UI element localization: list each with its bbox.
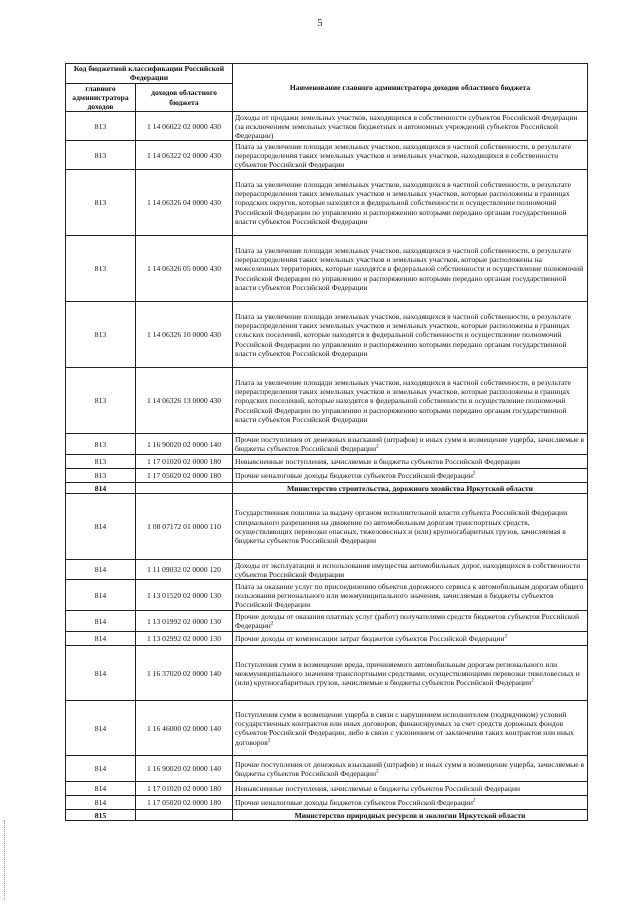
income-name-text: Доходы от продажи земельных участков, находящихся в собственности субъектов Российской Федерации (за исключением земельных участков бюджетных и автономных учреждений субъектов Российской Федерации) (235, 112, 578, 141)
table-row (66, 782, 588, 796)
admin-code-cell: 813 (66, 469, 136, 483)
table-row (66, 434, 588, 455)
header-admin-column: главного администратора доходов (66, 83, 136, 112)
income-name-cell (233, 580, 588, 611)
table-row (66, 302, 588, 368)
table-row (66, 170, 588, 236)
section-row (66, 483, 588, 494)
table-row (66, 796, 588, 810)
footnote-marker: 2 (531, 678, 534, 684)
income-code-cell: 1 14 06326 10 0000 430 (136, 302, 233, 368)
admin-code-cell: 814 (66, 494, 136, 560)
income-name-cell (233, 455, 588, 469)
income-code-cell: 1 17 01020 02 0000 180 (136, 782, 233, 796)
income-name-text: Плата за увеличение площади земельных участков, находящихся в частной собственности, в результате перераспределения таких земельных участков и земельных участков, которые расположены в границах городских округов, которые находятся в федеральной собственности и осуществление полномочий Российской Федерации по управлению и распоряжению которыми передано органам государственной власти субъектов Российской Федерации (235, 179, 571, 226)
header-name-column: Наименование главного администратора доходов областного бюджета (233, 64, 588, 112)
admin-code-cell: 814 (66, 560, 136, 580)
table-header (66, 64, 588, 112)
income-code-cell: 1 17 01020 02 0000 180 (136, 455, 233, 469)
table-row (66, 560, 588, 580)
admin-code-cell: 814 (66, 701, 136, 756)
income-name-text: Поступления сумм в возмещение вреда, причиняемого автомобильным дорогам регионального или межмуниципального значения транспортными средствами, осуществляющими перевозки тяжеловесных и (или) крупногабаритных грузов, зачисляемые в бюджеты субъектов Российской Федерации (235, 659, 580, 688)
income-name-cell (233, 434, 588, 455)
admin-code-cell: 813 (66, 170, 136, 236)
admin-code-cell: 814 (66, 632, 136, 646)
admin-code-cell: 815 (66, 810, 136, 821)
admin-code-cell: 813 (66, 368, 136, 434)
income-code-cell: 1 16 90020 02 0000 140 (136, 756, 233, 782)
admin-code-cell: 813 (66, 302, 136, 368)
admin-code-cell: 814 (66, 782, 136, 796)
income-code-cell: 1 17 05020 02 0000 180 (136, 469, 233, 483)
income-name-text: Министерство строительства, дорожного хозяйства Иркутской области (286, 483, 534, 493)
footnote-marker: 2 (472, 798, 476, 804)
section-row (66, 810, 588, 821)
table-row (66, 141, 588, 170)
income-name-text: Плата за оказание услуг по присоединению объектов дорожного сервиса к автомобильным дорогам общего пользования регионального или межмуниципального значения, зачисляемая в бюджеты субъектов Российской Федерации (235, 581, 584, 610)
table-row (66, 632, 588, 646)
income-name-cell (233, 368, 588, 434)
admin-code-cell: 813 (66, 455, 136, 469)
admin-code-cell: 814 (66, 580, 136, 611)
income-code-cell: 1 13 01520 02 0000 130 (136, 580, 233, 611)
income-name-cell (233, 701, 588, 756)
admin-code-cell: 814 (66, 646, 136, 701)
admin-code-cell: 814 (66, 756, 136, 782)
income-name-cell (233, 170, 588, 236)
income-code-cell: 1 16 90020 02 0000 140 (136, 434, 233, 455)
header-group-title: Код бюджетной классификации Российской Федерации (66, 64, 233, 84)
footnote-marker: 2 (504, 634, 508, 640)
income-name-text: Государственная пошлина за выдачу органом исполнительной власти субъекта Российской Федерации специального разрешения на движение по автомобильным дорогам транспортных средств, осуществляющих перевозки опасных, тяжеловесных и (или) крупногабаритных грузов, зачисляемая в бюджеты субъектов Российской Федерации (235, 508, 568, 546)
income-name-cell (233, 141, 588, 170)
income-code-cell: 1 11 09032 02 0000 120 (136, 560, 233, 580)
footnote-marker: 2 (472, 471, 476, 477)
income-name-text: Плата за увеличение площади земельных участков, находящихся в частной собственности, в результате перераспределения таких земельных участков и земельных участков, которые расположены в границах городских поселений, которые находятся в федеральной собственности и осуществление полномочий Российской Федерации по управлению и распоряжению которыми передано органам государственной власти субъектов Российской Федерации (235, 377, 571, 424)
income-name-text: Прочие неналоговые доходы бюджетов субъектов Российской Федерации (235, 471, 473, 481)
header-income-column: доходов областного бюджета (136, 83, 233, 112)
income-name-text: Плата за увеличение площади земельных участков, находящихся в частной собственности, в результате перераспределения таких земельных участков и земельных участков, которые расположены в границах сельских поселений, которые находятся в федеральной собственности и осуществление полномочий Российской Федерации по управлению и распоряжению которыми передано органам государственной власти субъектов Российской Федерации (235, 311, 571, 358)
income-name-text: Министерство природных ресурсов и экологии Иркутской области (294, 810, 526, 820)
income-name-text: Поступления сумм в возмещение ущерба в связи с нарушением исполнителем (подрядчиком) условий государственных контрактов или иных договоров, финансируемых за счет средств дорожных фондов субъектов Российской Федерации, либо в связи с уклонением от заключения таких контрактов или иных договоров (235, 709, 574, 747)
table-row (66, 611, 588, 632)
footnote-marker: 2 (376, 444, 379, 450)
income-name-cell (233, 236, 588, 302)
income-code-cell: 1 13 01992 02 0000 130 (136, 611, 233, 632)
income-name-text: Плата за увеличение площади земельных участков, находящихся в частной собственности, в результате перераспределения таких земельных участков и земельных участков, которые расположены на межселенных территориях, которые находятся в федеральной собственности и осуществление полномочий Российской Федерации по управлению и распоряжению которыми передано органам государственной власти субъектов Российской Федерации (235, 245, 584, 292)
scan-margin-marks (4, 820, 7, 900)
income-name-text: Прочие поступления от денежных взысканий (штрафов) и иных сумм в возмещение ущерба, зачисляемые в бюджеты субъектов Российской Федерации (235, 759, 585, 778)
income-name-cell (233, 756, 588, 782)
budget-classification-table (65, 63, 588, 821)
income-code-cell: 1 08 07172 01 0000 110 (136, 494, 233, 560)
table-row (66, 646, 588, 701)
income-code-cell: 1 14 06322 02 0000 430 (136, 141, 233, 170)
income-code-cell: 1 13 02992 02 0000 130 (136, 632, 233, 646)
table-row (66, 455, 588, 469)
income-code-cell: 1 16 46000 02 0000 140 (136, 701, 233, 756)
income-name-cell (233, 796, 588, 810)
admin-code-cell: 814 (66, 796, 136, 810)
table-row (66, 236, 588, 302)
admin-code-cell: 813 (66, 434, 136, 455)
income-name-text: Прочие неналоговые доходы бюджетов субъектов Российской Федерации (235, 798, 473, 808)
income-name-cell (233, 611, 588, 632)
table-row (66, 112, 588, 141)
admin-code-cell: 813 (66, 112, 136, 141)
income-code-cell: 1 14 06326 13 0000 430 (136, 368, 233, 434)
page-number: 5 (317, 18, 323, 29)
table-row (66, 494, 588, 560)
income-name-text: Невыясненные поступления, зачисляемые в бюджеты субъектов Российской Федерации (235, 457, 521, 467)
income-name-cell (233, 302, 588, 368)
income-name-text: Невыясненные поступления, зачисляемые в бюджеты субъектов Российской Федерации (235, 784, 521, 794)
income-name-cell (233, 646, 588, 701)
income-name-text: Доходы от эксплуатации и использования имущества автомобильных дорог, находящихся в собственности субъектов Российской Федерации (235, 560, 581, 579)
footnote-marker: 2 (376, 769, 379, 775)
admin-code-cell: 813 (66, 236, 136, 302)
admin-code-cell: 813 (66, 141, 136, 170)
admin-code-cell: 814 (66, 483, 136, 494)
table-row (66, 469, 588, 483)
income-name-text: Прочие доходы от оказания платных услуг (работ) получателями средств бюджетов субъектов Российской Федерации (235, 612, 580, 631)
admin-code-cell: 814 (66, 611, 136, 632)
income-name-cell (233, 494, 588, 560)
income-name-cell (233, 560, 588, 580)
income-name-text: Плата за увеличение площади земельных участков, находящихся в частной собственности, в результате перераспределения таких земельных участков и земельных участков, находящихся в собственности субъектов Российской Федерации (235, 141, 571, 170)
income-name-text: Прочие поступления от денежных взысканий (штрафов) и иных сумм в возмещение ущерба, зачисляемые в бюджеты субъектов Российской Федерации (235, 435, 585, 454)
footnote-marker: 2 (270, 621, 274, 627)
income-name-cell (233, 469, 588, 483)
footnote-marker: 2 (267, 738, 271, 744)
table-row (66, 580, 588, 611)
income-code-cell: 1 17 05020 02 0000 180 (136, 796, 233, 810)
table-row (66, 701, 588, 756)
income-code-cell: 1 14 06326 04 0000 430 (136, 170, 233, 236)
table-body (66, 112, 588, 821)
income-name-cell (233, 112, 588, 141)
income-name-cell (233, 782, 588, 796)
income-code-cell: 1 14 06022 02 0000 430 (136, 112, 233, 141)
section-title-cell (233, 483, 588, 494)
income-name-text: Прочие доходы от компенсации затрат бюджетов субъектов Российской Федерации (235, 634, 505, 644)
section-title-cell (233, 810, 588, 821)
income-code-cell (136, 483, 233, 494)
table-row (66, 368, 588, 434)
income-code-cell: 1 16 37020 02 0000 140 (136, 646, 233, 701)
income-code-cell: 1 14 06326 05 0000 430 (136, 236, 233, 302)
income-name-cell (233, 632, 588, 646)
table-row (66, 756, 588, 782)
income-code-cell (136, 810, 233, 821)
